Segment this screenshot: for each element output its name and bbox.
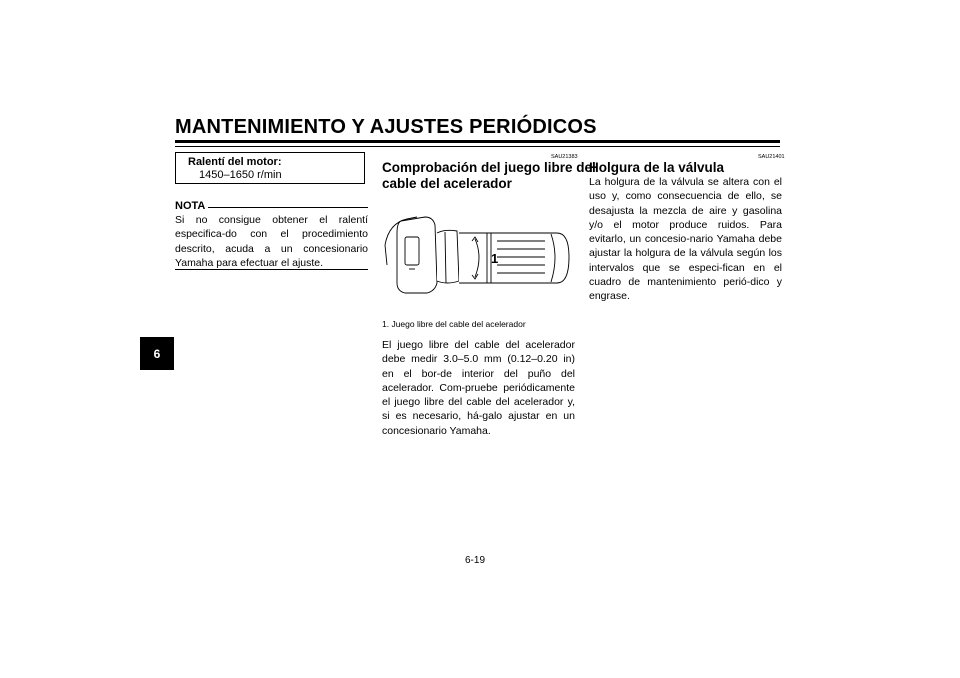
note-heading-rule [208, 207, 368, 208]
spec-label: Ralentí del motor: [188, 156, 282, 168]
section-code: SAU21401 [758, 154, 785, 160]
throttle-heading-line1: Comprobación del juego libre del [382, 160, 596, 175]
page-number: 6-19 [465, 555, 486, 566]
spec-value: 1450–1650 r/min [199, 169, 282, 181]
throttle-heading-line2: cable del acelerador [382, 176, 512, 191]
throttle-grip-illustration [383, 205, 576, 310]
note-text: Si no consigue obtener el ralentí especifica-do con el procedimiento descrito, acuda a un concesionario Yamaha para efectuar el ajuste. [175, 214, 368, 269]
page-title: MANTENIMIENTO Y AJUSTES PERIÓDICOS [175, 116, 597, 138]
chapter-tab: 6 [140, 337, 174, 370]
header-rule-thin [175, 146, 780, 147]
header-rule-thick [175, 140, 780, 143]
throttle-body-text: El juego libre del cable del acelerador debe medir 3.0–5.0 mm (0.12–0.20 in) en el bor-de interior del puño del acelerador. Com-pruebe periódicamente el juego libre del cable del acelerador y, si es necesario, há-galo ajustar en un concesionario Yamaha. [382, 339, 575, 437]
throttle-section-heading [382, 160, 596, 192]
note-heading: NOTA [175, 200, 206, 212]
spec-box [175, 152, 365, 184]
callout-number: 1 [491, 251, 499, 266]
section-code: SAU21383 [551, 154, 578, 160]
figure-caption: 1. Juego libre del cable del acelerador [382, 319, 526, 329]
valve-section-heading: Holgura de la válvula [589, 160, 725, 175]
note-end-rule [175, 269, 368, 270]
valve-body-text: La holgura de la válvula se altera con el uso y, como consecuencia de ello, se desajusta la mezcla de aire y gasolina y/o el motor produce ruidos. Para evitarlo, un concesio-nario Yamaha debe ajustar la holgura de la válvula según los intervalos que se especi-fican en el cuadro de mantenimiento perió-dico y engrase. [589, 176, 782, 303]
